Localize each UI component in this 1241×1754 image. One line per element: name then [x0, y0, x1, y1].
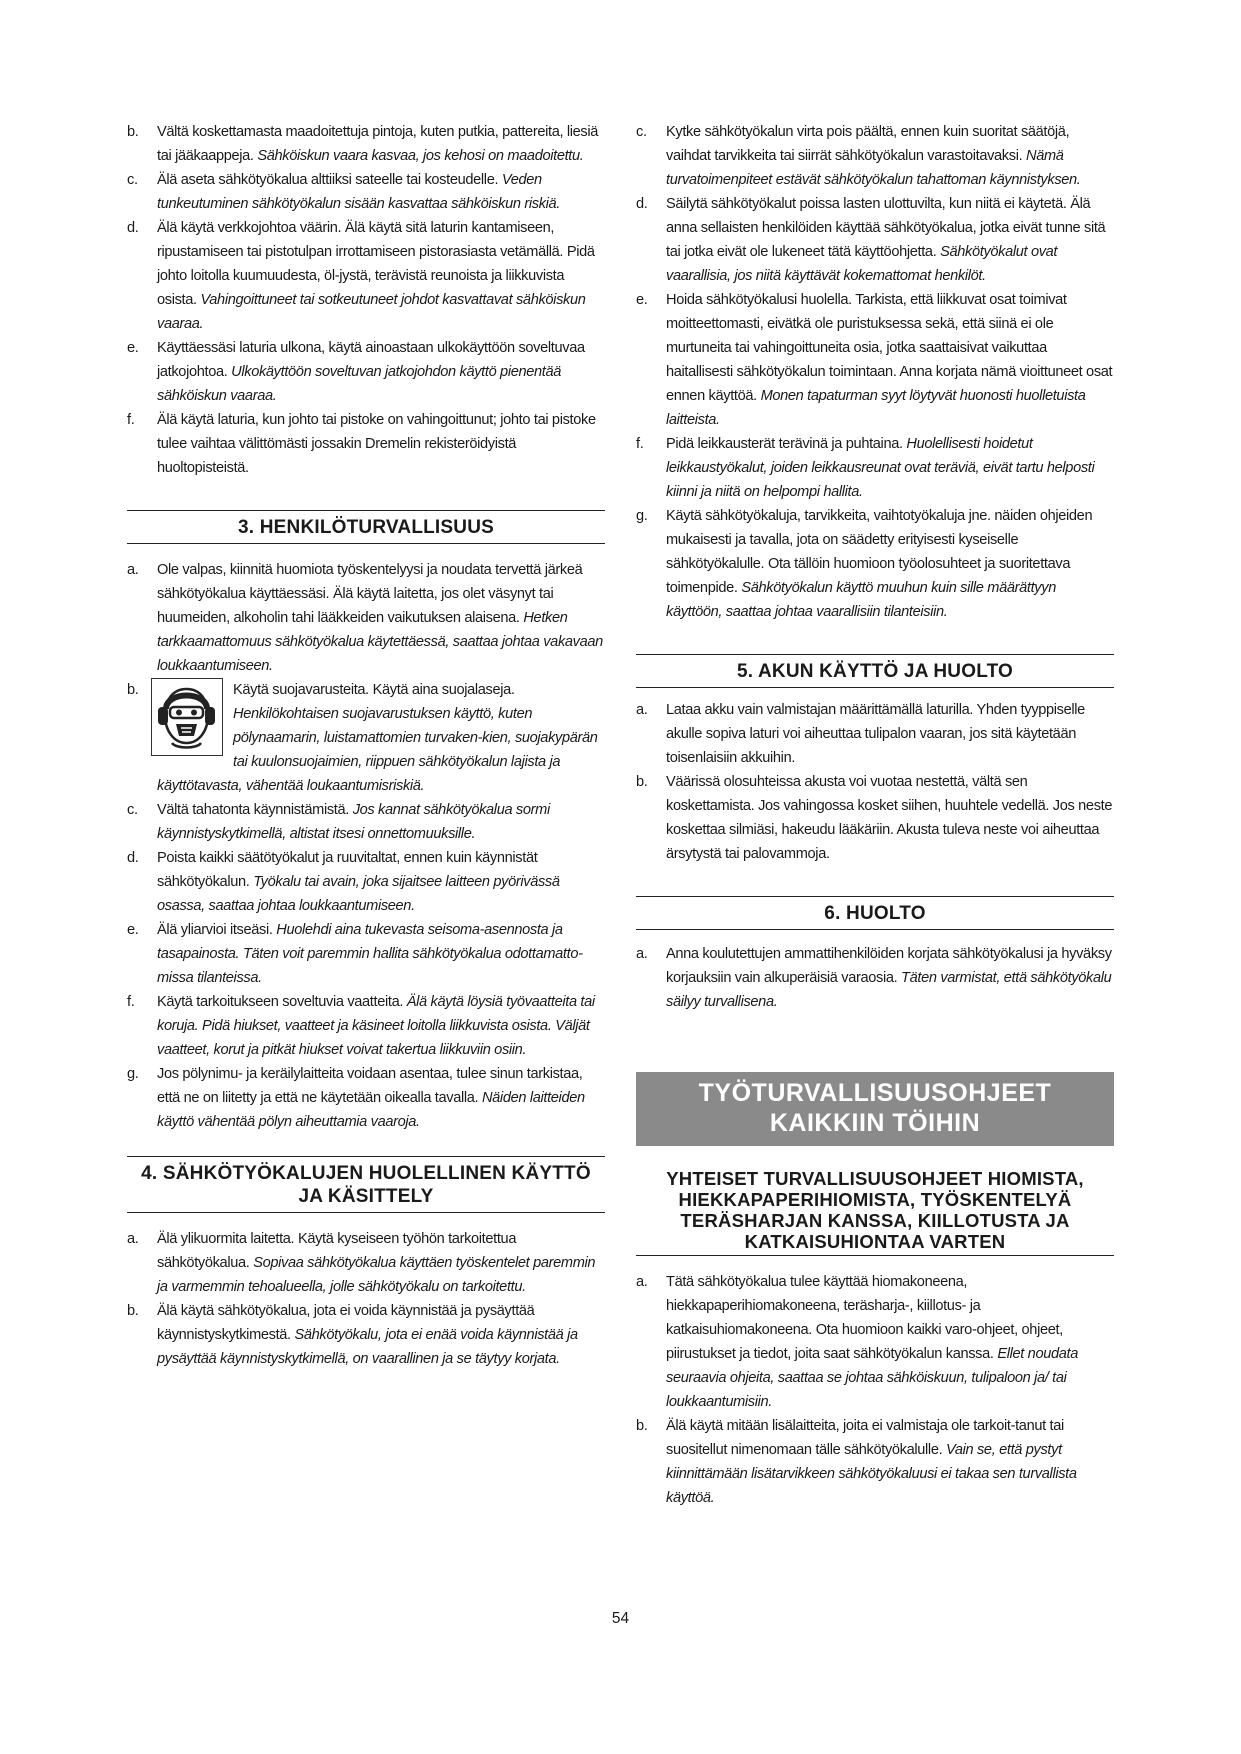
- list-item: b. Väärissä olosuhteissa akusta voi vuotaa nestettä, vältä sen koskettamista. Jos vahingossa kosket siihen, huuhtele vedellä. Jos neste koskettaa silmiäsi, hakeudu lääkäriin. Akusta tuleva neste voi aiheuttaa ärsytystä tai palovammoja.: [636, 774, 1113, 862]
- list-item: f. Pidä leikkausterät terävinä ja puhtaina. Huolellisesti hoidetut leikkaustyökalut, joiden leikkausreunat ovat teräviä, eivät tartu helposti kiinni ja niitä on helpompi hallita.: [636, 436, 1095, 500]
- left-column: [127, 120, 605, 1371]
- list-item: b. Käytä suojavarusteita. Käytä aina suojalaseja. Henkilökohtaisen suojavarustuksen käyttö, kuten pölynaamarin, luistamattomien turvaken-kien, suojakypärän tai kuulonsuojaimien, riippuen sähkötyökalun lajista ja käyttötavasta, vähentää loukaantumisriskiä.: [127, 678, 605, 798]
- list-item: g. Käytä sähkötyökaluja, tarvikkeita, vaihtotyökaluja jne. näiden ohjeiden mukaisesti ja tavalla, jota on säädetty erityisesti kyseiselle sähkötyökalulle. Ota tällöin huomioon työolosuhteet ja suoritettava toimenpide. Sähkötyökalun käyttö muuhun kuin sille määrättyyn käyttöön, saattaa johtaa vaarallisiin tilanteisiin.: [636, 508, 1093, 620]
- section-4-heading: 4. SÄHKÖTYÖKALUJEN HUOLELLINEN KÄYTTÖ JA KÄSITTELY: [127, 1156, 605, 1213]
- list-item: c. Vältä tahatonta käynnistämistä. Jos kannat sähkötyökalua sormi käynnistyskytkimellä, altistat itsesi onnettomuuksille.: [127, 802, 550, 842]
- list-item: a. Ole valpas, kiinnitä huomiota työskentelyysi ja noudata tervettä järkeä sähkötyökalua käyttäessäsi. Älä käytä laitetta, jos olet väsynyt tai huumeiden, alkoholin tahi lääkkeiden vaikutuksen alaisena. Hetken tarkkaamattomuus sähkötyökalua käytettäessä, saattaa johtaa vakavaan loukkaantumiseen.: [127, 562, 603, 674]
- list-item: f. Älä käytä laturia, kun johto tai pistoke on vahingoittunut; johto tai pistoke tulee vaihtaa välittömästi jossakin Dremelin rekisteröidyistä huoltopisteistä.: [127, 412, 596, 476]
- list-item: f. Käytä tarkoitukseen soveltuvia vaatteita. Älä käytä löysiä työvaatteita tai koruja. Pidä hiukset, vaatteet ja käsineet loitolla liikkuvista osista. Väljät vaatteet, korut ja pitkät hiukset voivat takertua liikkuviin osiin.: [127, 994, 595, 1058]
- list-item: e. Älä yliarvioi itseäsi. Huolehdi aina tukevasta seisoma-asennosta ja tasapainosta. Täten voit paremmin hallita sähkötyökalua odottamatto-missa tilanteissa.: [127, 922, 583, 986]
- list-item: a. Anna koulutettujen ammattihenkilöiden korjata sähkötyökalusi ja hyväksy korjauksiin vain alkuperäisiä varaosia. Täten varmistat, että sähkötyökalu säilyy turvallisena.: [636, 946, 1112, 1010]
- common-safety-heading: YHTEISET TURVALLISUUSOHJEET HIOMISTA, HIEKKAPAPERIHIOMISTA, TYÖSKENTELYÄ TERÄSHARJAN KANSSA, KIILLOTUSTA JA KATKAISUHIONTAA VARTEN: [636, 1164, 1114, 1256]
- list-item: a. Tätä sähkötyökalua tulee käyttää hiomakoneena, hiekkapaperihiomakoneena, teräsharja-, kiillotus- ja katkaisuhiomakoneena. Ota huomioon kaikki varo-ohjeet, ohjeet, piirustukset ja tiedot, joita saat sähkötyökalun kanssa. Ellet noudata seuraavia ohjeita, saattaa se johtaa sähköiskuun, tulipaloon ja/ tai loukkaantumisiin.: [636, 1274, 1078, 1410]
- list-item: a. Lataa akku vain valmistajan määrittämällä laturilla. Yhden tyyppiselle akulle sopiva laturi voi aiheuttaa tulipalon vaaran, jos sitä käytetään toisenlaisiin akkuihin.: [636, 702, 1085, 766]
- list-item: g. Jos pölynimu- ja keräilylaitteita voidaan asentaa, tulee sinun tarkistaa, että ne on liitetty ja että ne käytetään oikealla tavalla. Näiden laitteiden käyttö vähentää pölyn aiheuttamia vaaroja.: [127, 1066, 585, 1130]
- right-column: [636, 120, 1114, 1510]
- section-6-heading: 6. HUOLTO: [636, 896, 1114, 930]
- list-item: d. Poista kaikki säätötyökalut ja ruuvitaltat, ennen kuin käynnistät sähkötyökalun. Työkalu tai avain, joka sijaitsee laitteen pyörivässä osassa, saattaa johtaa loukkaantumiseen.: [127, 850, 560, 914]
- list-item: b. Älä käytä mitään lisälaitteita, joita ei valmistaja ole tarkoit-tanut tai suositellut nimenomaan tälle sähkötyökalulle. Vain se, että pystyt kiinnittämään lisätarvikkeen sähkötyökaluusi ei takaa sen turvallista käyttöä.: [636, 1418, 1077, 1506]
- section-3-heading: 3. HENKILÖTURVALLISUUS: [127, 510, 605, 544]
- list-item: b. Älä käytä sähkötyökalua, jota ei voida käynnistää ja pysäyttää käynnistyskytkimestä. Sähkötyökalu, jota ei enää voida käynnistää ja pysäyttää käynnistyskytkimellä, on vaarallinen ja se täytyy korjata.: [127, 1303, 578, 1367]
- list-item: c. Älä aseta sähkötyökalua alttiiksi sateelle tai kosteudelle. Veden tunkeutuminen sähkötyökalun sisään kasvattaa sähköiskun riskiä.: [127, 172, 561, 212]
- section-5-heading: 5. AKUN KÄYTTÖ JA HUOLTO: [636, 654, 1114, 688]
- page-number: 54: [611, 1610, 630, 1627]
- list-item: b. Vältä koskettamasta maadoitettuja pintoja, kuten putkia, pattereita, liesiä tai jääkaappeja. Sähköiskun vaara kasvaa, jos kehosi on maadoitettu.: [127, 124, 599, 164]
- protective-gear-icon: [151, 678, 223, 756]
- list-item: e. Käyttäessäsi laturia ulkona, käytä ainoastaan ulkokäyttöön soveltuvaa jatkojohtoa. Ulkokäyttöön soveltuvan jatkojohdon käyttö pienentää sähköiskun vaaraa.: [127, 340, 585, 404]
- list-item: d. Älä käytä verkkojohtoa väärin. Älä käytä sitä laturin kantamiseen, ripustamiseen tai pistotulpan irrottamiseen pistorasiasta vetämällä. Pidä johto loitolla kuumuudesta, öl-jystä, terävistä reunoista ja liikkuvista osista. Vahingoittuneet tai sotkeutuneet johdot kasvattavat sähköiskun vaaraa.: [127, 220, 595, 332]
- face-mask-goggles-earmuffs-icon: [152, 679, 221, 754]
- list-item: e. Hoida sähkötyökalusi huolella. Tarkista, että liikkuvat osat toimivat moitteettomasti, eivätkä ole puristuksessa sekä, että siinä ei ole murtuneita tai vahingoittuneita osia, jotka saattaisivat vaikuttaa haitallisesti sähkötyökalun toimintaan. Anna korjata nämä vioittuneet osat ennen käyttöä. Monen tapaturman syyt löytyvät huonosti huolletuista laitteista.: [636, 292, 1113, 428]
- list-item: c. Kytke sähkötyökalun virta pois päältä, ennen kuin suoritat säätöjä, vaihdat tarvikkeita tai siirrät sähkötyökalun varastoitavaksi. Nämä turvatoimenpiteet estävät sähkötyökalun tahattoman käynnistyksen.: [636, 124, 1081, 188]
- general-safety-banner: TYÖTURVALLISUUSOHJEET KAIKKIIN TÖIHIN: [636, 1072, 1114, 1146]
- list-item: a. Älä ylikuormita laitetta. Käytä kyseiseen työhön tarkoitettua sähkötyökalua. Sopivaa sähkötyökalua käyttäen työskentelet paremmin ja varmemmin tehoalueella, jolle sähkötyökalu on tarkoitettu.: [127, 1231, 596, 1295]
- list-item: d. Säilytä sähkötyökalut poissa lasten ulottuvilta, kun niitä ei käytetä. Älä anna sellaisten henkilöiden käyttää sähkötyökalua, jotka eivät tunne sitä tai jotka eivät ole lukeneet tätä käyttöohjetta. Sähkötyökalut ovat vaarallisia, jos niitä käyttävät kokemattomat henkilöt.: [636, 196, 1106, 284]
